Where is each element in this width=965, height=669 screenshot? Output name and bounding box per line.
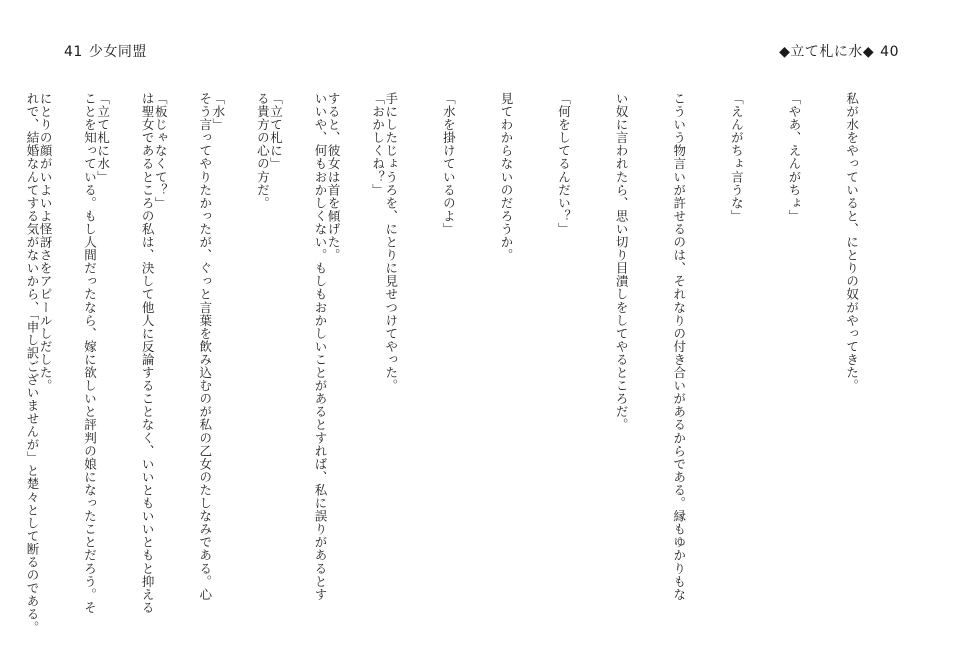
left-running-title: 少女同盟 xyxy=(88,44,147,60)
left-page-header xyxy=(64,44,147,60)
text-line: 「やあ、えんがちょ」 xyxy=(786,92,802,223)
text-line: すると、彼女は首を傾げた。 xyxy=(326,92,342,262)
text-line: 「立て札に」 xyxy=(268,92,284,171)
right-page-header xyxy=(779,44,899,60)
text-line: れで、結婚なんてする気がないから、「申し訳ございませんが」と楚々として断るのである。 xyxy=(24,92,40,634)
text-line: 「水を掛けているのよ」 xyxy=(441,92,457,236)
right-running-title: ◆立て札に水◆ xyxy=(779,44,875,60)
text-line: いいや、何もおかしくない。もしもおかしいことがあるとすれば、私に誤りがあるとす xyxy=(312,92,328,601)
text-line: 見てわからないのだろうか。 xyxy=(498,92,514,262)
text-line: 私が水をやっていると、にとりの奴がやってきた。 xyxy=(844,92,860,393)
text-line: 手にしたじょうろを、にとりに見せつけてやった。 xyxy=(383,92,399,393)
text-line: 「何をしてるんだい？」 xyxy=(556,92,572,236)
text-line: にとりの顔がいよいよ怪訝さをアピールしだした。 xyxy=(38,92,54,393)
text-line: そう言ってやりたかったが、ぐっと言葉を飲み込むのが私の乙女のたしなみである。心 xyxy=(197,92,213,601)
text-line: い奴に言われたら、思い切り目潰しをしてやるところだ。 xyxy=(614,92,630,432)
text-line: る貴方の心の方だ。 xyxy=(255,92,271,210)
text-line: 「立て札に水」 xyxy=(95,92,111,184)
text-line: ことを知っている。もし人間だったなら、嫁に欲しいと評判の娘になったことだろう。そ xyxy=(82,92,98,614)
text-line: は聖女であるところの私は、決して他人に反論することなく、いいともいいともと抑える xyxy=(140,92,156,614)
left-page-number: 41 xyxy=(64,44,83,60)
text-line: 「えんがちょ言うな」 xyxy=(729,92,745,223)
right-page-number: 40 xyxy=(880,44,899,60)
text-line: 「おかしくね？」 xyxy=(370,92,386,197)
text-line: こういう物言いが許せるのは、それなりの付き合いがあるからである。縁もゆかりもな xyxy=(671,92,687,601)
text-line: 「板じゃなくて？」 xyxy=(153,92,169,210)
text-line: 「水」 xyxy=(210,92,226,132)
